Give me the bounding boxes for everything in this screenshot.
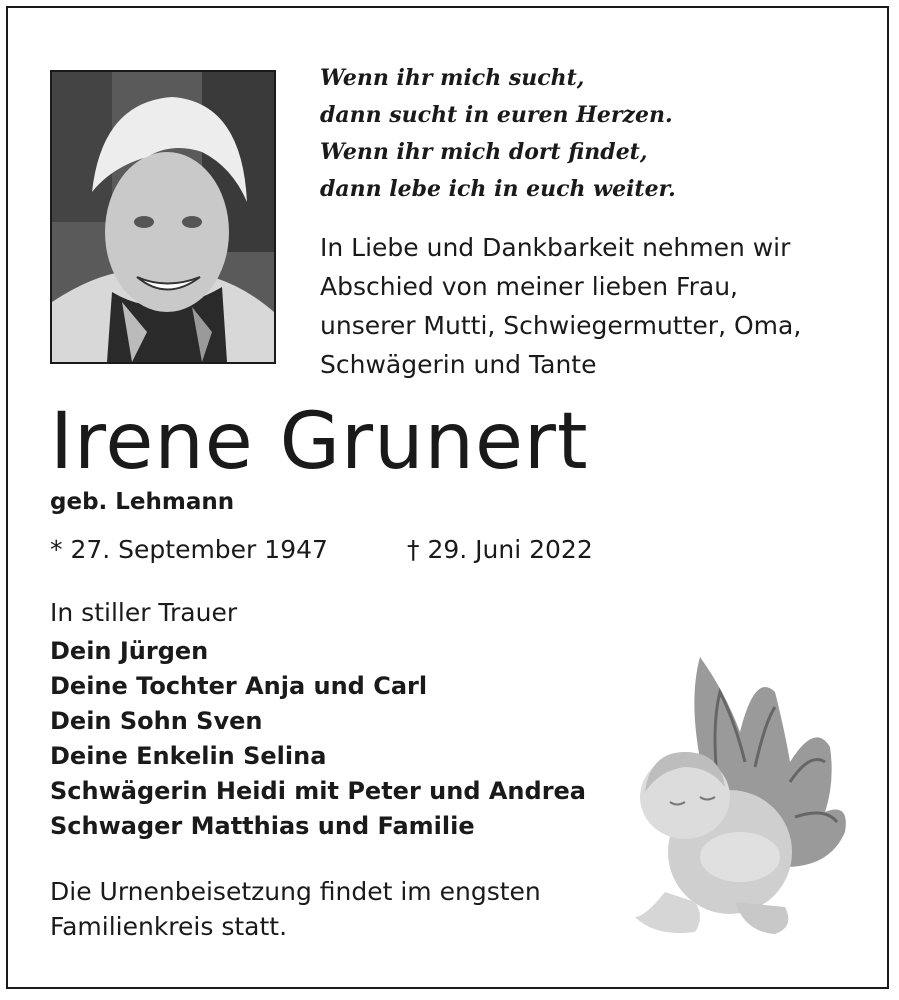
mourner-name: Deine Enkelin Selina [50,742,327,770]
portrait-photo [50,70,276,364]
poem-line: dann lebe ich in euch weiter. [320,176,676,202]
mourner-name: Schwager Matthias und Familie [50,812,475,840]
burial-note-line: Familienkreis statt. [50,912,288,941]
maiden-name: geb. Lehmann [50,489,235,515]
life-dates [50,535,593,564]
burial-note [50,874,541,944]
burial-note-line: Die Urnenbeisetzung findet im engsten [50,877,541,906]
mourner-name: Schwägerin Heidi mit Peter und Andrea [50,777,587,805]
mourning-intro: In stiller Trauer [50,598,238,627]
deceased-name: Irene Grunert [50,397,589,487]
farewell-line: Schwägerin und Tante [320,350,597,379]
farewell-text [320,228,870,384]
mourner-name: Dein Jürgen [50,637,209,665]
poem [320,60,860,208]
farewell-line: unserer Mutti, Schwiegermutter, Oma, [320,311,802,340]
birth-date: * 27. September 1947 [50,535,328,564]
mourner-name: Deine Tochter Anja und Carl [50,672,428,700]
farewell-line: In Liebe und Dankbarkeit nehmen wir [320,233,791,262]
farewell-line: Abschied von meiner lieben Frau, [320,272,739,301]
mourners-list [50,634,586,844]
poem-line: Wenn ihr mich sucht, [320,65,585,91]
mourner-name: Dein Sohn Sven [50,707,263,735]
poem-line: dann sucht in euren Herzen. [320,102,673,128]
death-date: † 29. Juni 2022 [407,535,593,564]
poem-line: Wenn ihr mich dort findet, [320,139,648,165]
angel-illustration [625,652,850,942]
